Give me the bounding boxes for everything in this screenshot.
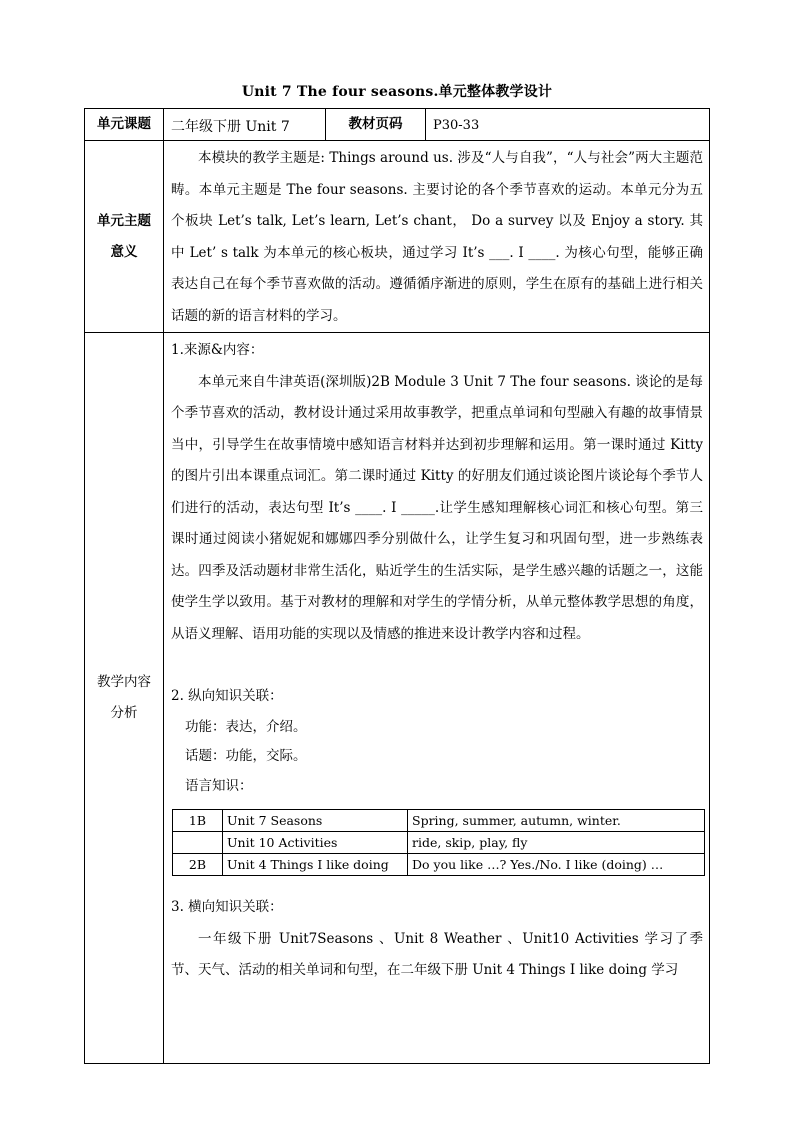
- table-row: [173, 832, 705, 854]
- content-cell: Do you like …? Yes./No. I like (doing) …: [408, 854, 705, 876]
- significance-row: [85, 141, 710, 333]
- grade-cell: 1B: [173, 810, 223, 832]
- grade-cell: 2B: [173, 854, 223, 876]
- significance-label: [85, 141, 164, 333]
- section3-heading: 3. 横向知识关联：: [171, 899, 283, 915]
- knowledge-table: [172, 809, 705, 876]
- significance-label-line2: 意义: [110, 243, 138, 260]
- unit-cell: Unit 10 Activities: [223, 832, 408, 854]
- lesson-design-table: [84, 108, 710, 1064]
- section3-text: 一年级下册 Unit7Seasons 、Unit 8 Weather 、Unit10 Activities 学习了季节、天气、活动的相关单词和句型，在二年级下册 Unit 4 Things I like doing 学习: [171, 930, 703, 978]
- page-title: Unit 7 The four seasons.单元整体教学设计: [241, 84, 553, 100]
- section2-topic: 话题：功能，交际。: [185, 748, 307, 764]
- table-row: [173, 810, 705, 832]
- unit-topic-value: 二年级下册 Unit 7: [164, 109, 326, 141]
- unit-cell: Unit 4 Things I like doing: [223, 854, 408, 876]
- header-row: [85, 109, 710, 141]
- textbook-page-value: P30-33: [426, 109, 710, 141]
- blank-line: [171, 650, 703, 681]
- analysis-label: [85, 333, 164, 1064]
- significance-content: [164, 141, 710, 333]
- analysis-row: [85, 333, 710, 1064]
- content-cell: Spring, summer, autumn, winter.: [408, 810, 705, 832]
- significance-text: 本模块的教学主题是: Things around us. 涉及“人与自我”，“人与社会”两大主题范畴。本单元主题是 The four seasons. 主要讨论的各个季节喜欢的运动。本单元分为五个板块 Let’s talk, Let’s learn, Let’s chant， Do a survey 以及 Enjoy a story. 其中 Let’ s talk 为本单元的核心板块，通过学习 It’s ___. I ____. 为核心句型，能够正确表达自己在每个季节喜欢做的活动。遵循循序渐进的原则，学生在原有的基础上进行相关话题的新的语言材料的学习。: [171, 150, 703, 324]
- significance-label-line1: 单元主题: [97, 212, 151, 229]
- textbook-page-label: 教材页码: [326, 109, 426, 141]
- section1-heading: 1.来源&内容：: [171, 342, 264, 358]
- table-row: [173, 854, 705, 876]
- unit-topic-label: 单元课题: [85, 109, 164, 141]
- unit-cell: Unit 7 Seasons: [223, 810, 408, 832]
- grade-cell: [173, 832, 223, 854]
- analysis-label-line1: 教学内容: [97, 674, 151, 690]
- content-cell: ride, skip, play, fly: [408, 832, 705, 854]
- analysis-content: [164, 333, 710, 1064]
- section1-text: 本单元来自牛津英语(深圳版)2B Module 3 Unit 7 The four seasons. 谈论的是每个季节喜欢的活动，教材设计通过采用故事教学，把重点单词和句型融入有趣的故事情景当中，引导学生在故事情境中感知语言材料并达到初步理解和运用。第一课时通过 Kitty 的图片引出本课重点词汇。第二课时通过 Kitty 的好朋友们通过谈论图片谈论每个季节人们进行的活动，表达句型 It’s ____. I _____.让学生感知理解核心词汇和核心句型。第三课时通过阅读小猪妮妮和娜娜四季分别做什么，让学生复习和巩固句型，进一步熟练表达。四季及活动题材非常生活化，贴近学生的生活实际，是学生感兴趣的话题之一，这能使学生学以致用。基于对教材的理解和对学生的学情分析，从单元整体教学思想的角度，从语义理解、语用功能的实现以及情感的推进来设计教学内容和过程。: [171, 373, 703, 642]
- analysis-label-line2: 分析: [110, 705, 138, 721]
- section2-function: 功能：表达，介绍。: [185, 718, 307, 735]
- section2-heading: 2. 纵向知识关联：: [171, 688, 283, 704]
- section2-language: 语言知识：: [185, 777, 253, 794]
